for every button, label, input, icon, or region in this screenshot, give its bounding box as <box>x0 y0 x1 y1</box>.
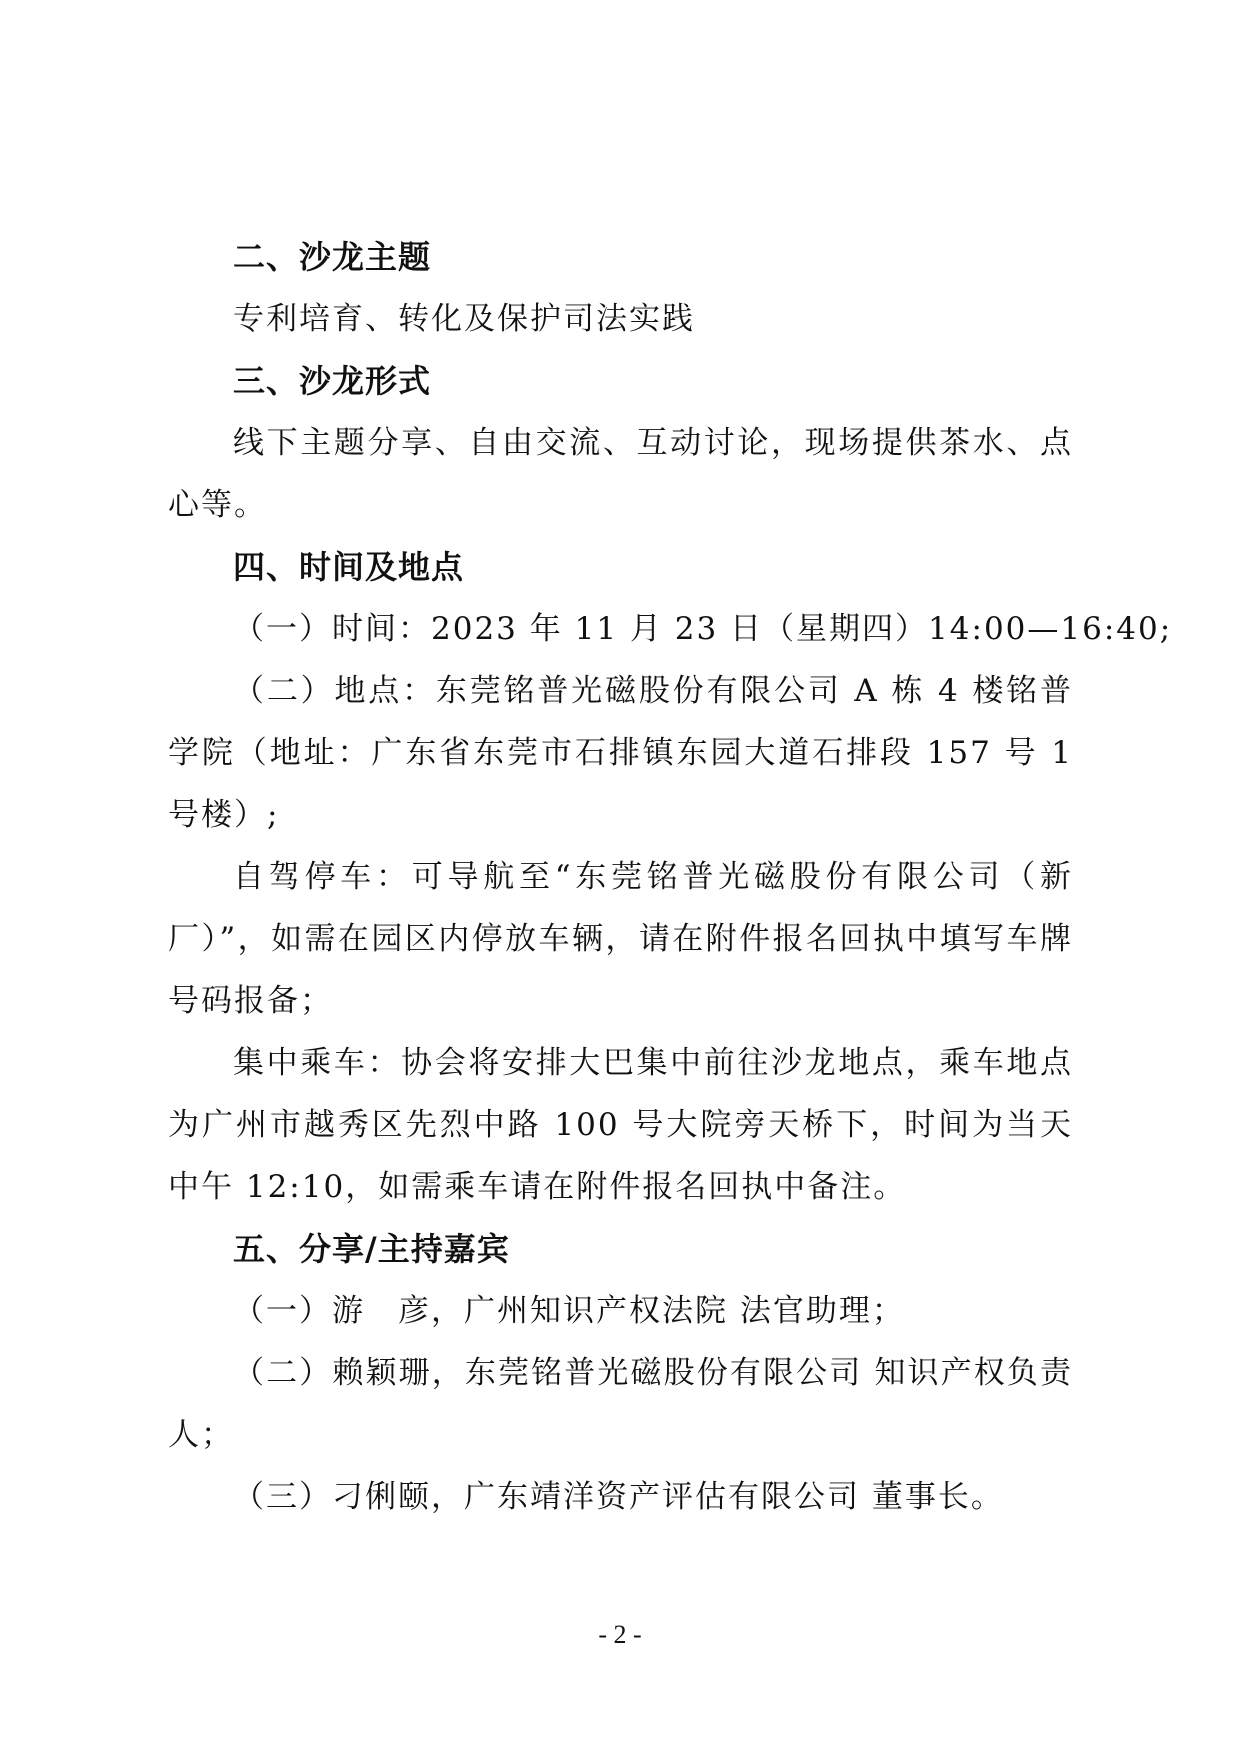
time-item: （一）时间：2023 年 11 月 23 日（星期四）14:00—16:40; <box>233 611 1173 647</box>
self-drive-paragraph: 自驾停车：可导航至“东莞铭普光磁股份有限公司（新厂）”，如需在园区内停放车辆，请在附件报名回执中填写车牌号码报备； <box>168 859 1073 1019</box>
shuttle-paragraph: 集中乘车：协会将安排大巴集中前往沙龙地点，乘车地点为广州市越秀区先烈中路 100 号大院旁天桥下，时间为当天中午 12:10，如需乘车请在附件报名回执中备注。 <box>168 1045 1073 1205</box>
section-heading-theme: 二、沙龙主题 <box>233 238 432 276</box>
section-body-format: 线下主题分享、自由交流、互动讨论，现场提供茶水、点心等。 <box>168 425 1073 523</box>
page-number: - 2 - <box>598 1620 642 1649</box>
section-heading-format: 三、沙龙形式 <box>233 362 432 400</box>
guest-item: （三）刁俐颐，广东靖洋资产评估有限公司 董事长。 <box>233 1479 1004 1515</box>
section-heading-guests: 五、分享/主持嘉宾 <box>233 1230 510 1268</box>
guest-item: （一）游 彦，广州知识产权法院 法官助理； <box>233 1293 905 1329</box>
section-body-theme: 专利培育、转化及保护司法实践 <box>233 301 695 337</box>
guest-item: （二）赖颖珊，东莞铭普光磁股份有限公司 知识产权负责人； <box>168 1355 1073 1453</box>
document-body <box>168 226 1173 1528</box>
location-item: （二）地点：东莞铭普光磁股份有限公司 A 栋 4 楼铭普学院（地址：广东省东莞市石排镇东园大道石排段 157 号 1 号楼）; <box>168 673 1073 833</box>
section-heading-time-location: 四、时间及地点 <box>233 548 465 586</box>
